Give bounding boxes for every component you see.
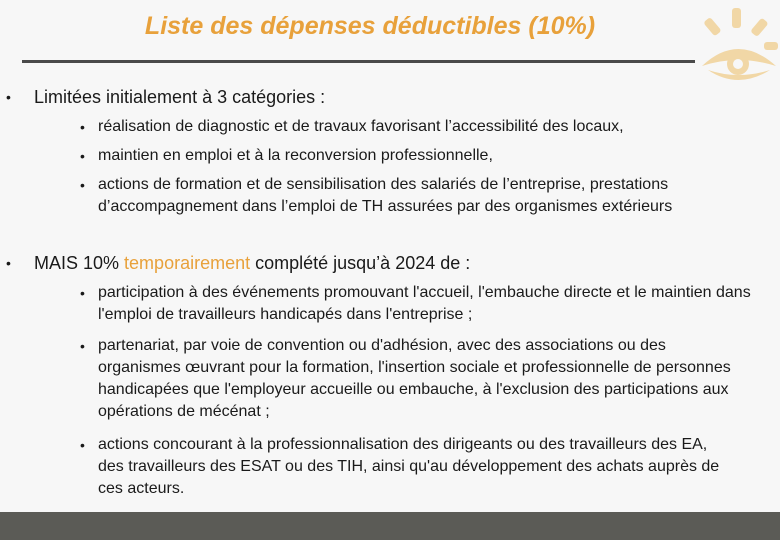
slide-title: Liste des dépenses déductibles (10%) bbox=[144, 12, 596, 40]
list-item: • maintien en emploi et à la reconversion professionnelle, bbox=[98, 145, 768, 167]
bullet-icon: • bbox=[6, 89, 11, 105]
bullet-icon: • bbox=[6, 255, 11, 271]
section-2-heading: • MAIS 10% temporairement complété jusqu’à 2024 de : bbox=[6, 253, 471, 273]
section-1-heading: • Limitées initialement à 3 catégories : bbox=[6, 87, 326, 107]
bullet-icon: • bbox=[80, 119, 85, 135]
bullet-icon: • bbox=[80, 148, 85, 164]
highlight-word: temporairement bbox=[124, 253, 251, 273]
list-item: • réalisation de diagnostic et de travaux favorisant l’accessibilité des locaux, bbox=[98, 116, 768, 138]
bullet-icon: • bbox=[80, 338, 85, 354]
footer-band bbox=[0, 512, 780, 540]
list-item: • actions de formation et de sensibilisation des salariés de l’entreprise, prestations d’accompagnement dans l’emploi de TH assurées par des organismes extérieurs bbox=[80, 176, 673, 215]
bullet-icon: • bbox=[80, 437, 85, 453]
bullet-icon: • bbox=[80, 285, 85, 301]
list-item: • partenariat, par voie de convention ou d'adhésion, avec des associations ou des organismes œuvrant pour la formation, l'insertion sociale et professionnelle de personnes handicapées que l'employeur accueille ou embauche, à l'exclusion des participations aux opérations de mécénat ; bbox=[80, 337, 731, 420]
bullet-icon: • bbox=[80, 177, 85, 193]
eye-sun-logo-icon bbox=[698, 4, 778, 90]
list-item: • actions concourant à la professionnalisation des dirigeants ou des travailleurs des EA, des travailleurs des ESAT ou des TIH, ainsi qu'au développement des achats auprès de ces acteurs. bbox=[80, 436, 720, 497]
title-divider bbox=[22, 60, 695, 63]
list-item: • participation à des événements promouvant l'accueil, l'embauche directe et le maintien dans l'emploi de travailleurs handicapés dans l'entreprise ; bbox=[80, 284, 751, 323]
